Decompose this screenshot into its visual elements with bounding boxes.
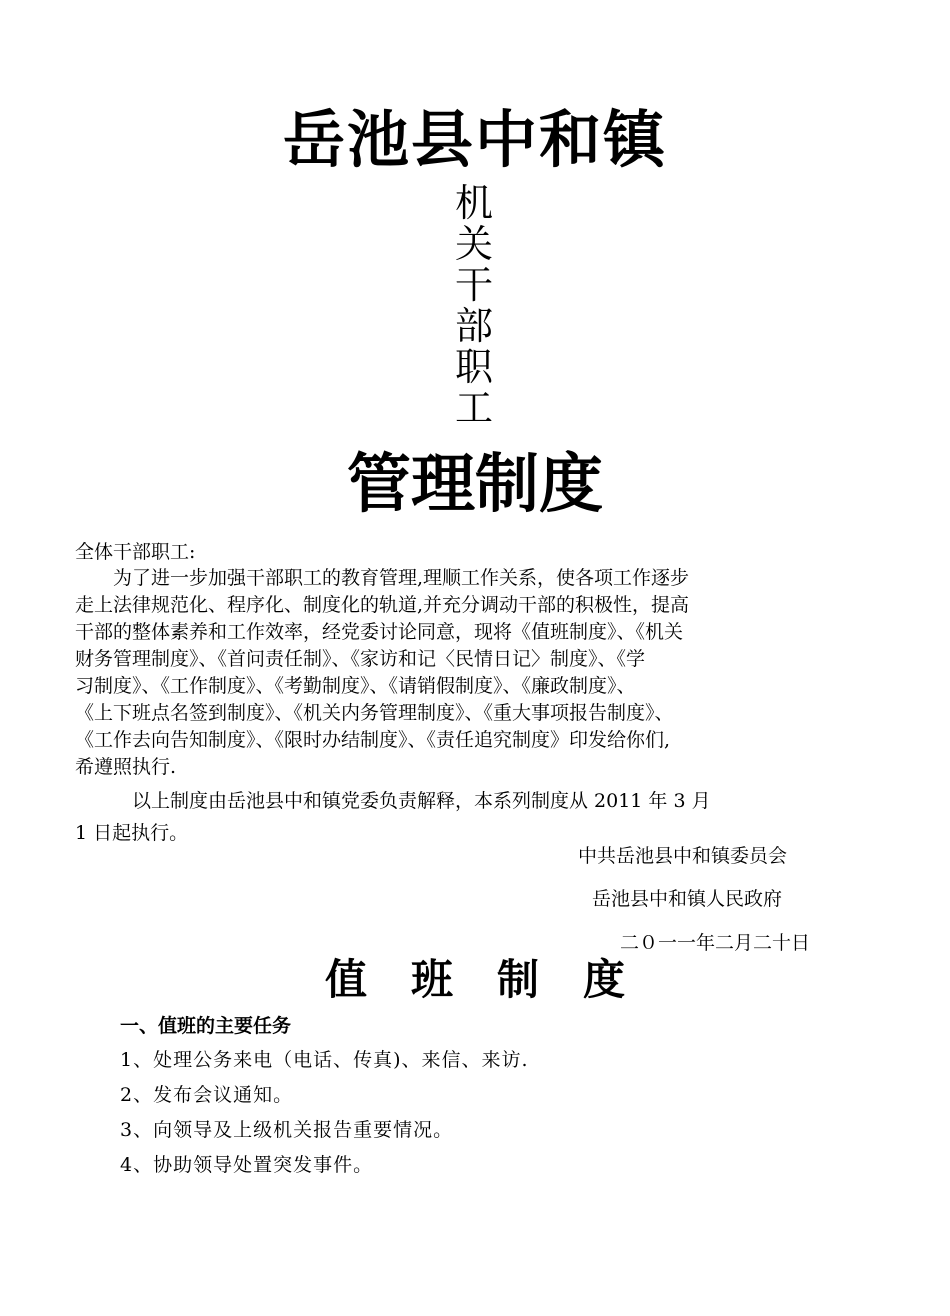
section-title-char: 度 [583, 955, 626, 1004]
section-title [0, 948, 950, 1012]
section-title-char: 制 [497, 955, 540, 1004]
vertical-title-char: 机 [454, 181, 493, 225]
paragraph-line: 以上制度由岳池县中和镇党委负责解释，本系列制度从 2011 年 3 月 [75, 790, 711, 812]
paragraph-line: 《工作去向告知制度》、《限时办结制度》、《责任追究制度》印发给你们, [75, 729, 671, 751]
vertical-title-char: 部 [454, 304, 493, 348]
vertical-title-char: 职 [454, 345, 493, 389]
vertical-title-char: 干 [454, 263, 493, 307]
paragraph-line: 希遵照执行. [75, 756, 177, 778]
paragraph-line: 《上下班点名签到制度》、《机关内务管理制度》、《重大事项报告制度》、 [75, 702, 674, 724]
salutation: 全体干部职工: [75, 541, 196, 563]
vertical-title-char: 工 [454, 386, 493, 430]
signature-committee: 中共岳池县中和镇委员会 [578, 845, 788, 867]
paragraph-line: 1 日起执行。 [75, 822, 189, 844]
paragraph-line: 干部的整体素养和工作效率，经党委讨论同意，现将《值班制度》、《机关 [75, 621, 684, 643]
paragraph-line: 为了进一步加强干部职工的教育管理,理顺工作关系，使各项工作逐步 [75, 567, 690, 589]
list-item: 3、向领导及上级机关报告重要情况。 [120, 1119, 454, 1141]
paragraph-line: 财务管理制度》、《首问责任制》、《家访和记〈民情日记〉制度》、《学 [75, 648, 646, 670]
section-heading: 一、值班的主要任务 [120, 1015, 292, 1037]
section-title-char: 值 [324, 955, 367, 1004]
paragraph-line: 走上法律规范化、程序化、制度化的轨道,并充分调动干部的积极性，提高 [75, 594, 690, 616]
vertical-title [451, 183, 497, 429]
list-item: 2、发布会议通知。 [120, 1084, 294, 1106]
signature-government: 岳池县中和镇人民政府 [592, 888, 783, 910]
document-title: 岳池县中和镇 [282, 103, 667, 176]
document-subtitle: 管理制度 [347, 448, 603, 522]
section-title-char: 班 [410, 955, 453, 1004]
signature-date: 二０一一年二月二十日 [620, 932, 811, 954]
list-item: 1、处理公务来电（电话、传真)、来信、来访. [120, 1049, 529, 1071]
list-item: 4、协助领导处置突发事件。 [120, 1154, 374, 1176]
vertical-title-char: 关 [454, 222, 493, 266]
paragraph-line: 习制度》、《工作制度》、《考勤制度》、《请销假制度》、《廉政制度》、 [75, 675, 636, 697]
